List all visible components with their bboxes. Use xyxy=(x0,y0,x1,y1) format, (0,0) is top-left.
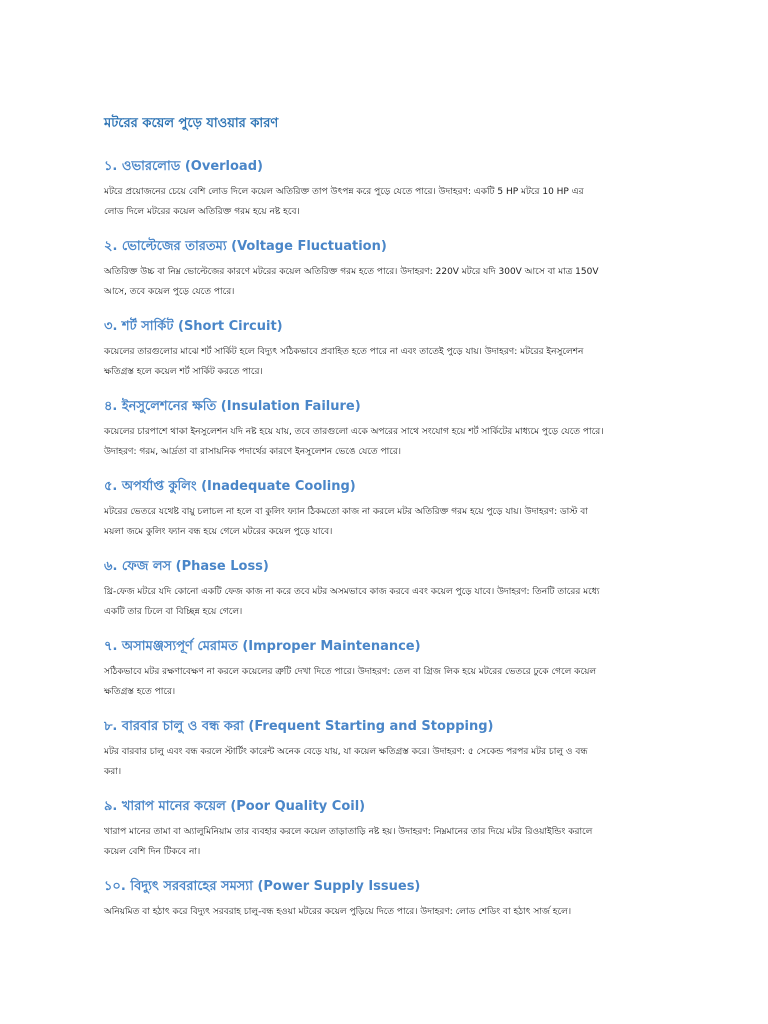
section-heading: ৪. ইনসুলেশনের ক্ষতি (Insulation Failure) xyxy=(104,399,361,414)
section-heading: ৬. ফেজ লস (Phase Loss) xyxy=(104,559,269,574)
section-heading: ৩. শর্ট সার্কিট (Short Circuit) xyxy=(104,319,283,334)
section-body: কয়েলের চারপাশে থাকা ইনসুলেশন যদি নষ্ট হয়ে যায়, তবে তারগুলো একে অপরের সাথে সংযোগ হয়ে শর্ট সার্কিটের মাধ্যমে পুড়ে যেতে পারে। উদাহরণ: গরম, আর্দ্রতা বা রাসায়নিক পদার্থের কারণে ইনসুলেশন ভেঙে যেতে পারে। xyxy=(104,427,604,457)
section-body: মটরে প্রয়োজনের চেয়ে বেশি লোড দিলে কয়েল অতিরিক্ত তাপ উৎপন্ন করে পুড়ে যেতে পারে। উদাহরণ: একটি 5 HP মটরে 10 HP এর লোড দিলে মটরের কয়েল অতিরিক্ত গরম হয়ে নষ্ট হবে। xyxy=(104,187,584,217)
section-short-circuit xyxy=(104,316,604,382)
section-inadequate-cooling xyxy=(104,476,604,542)
section-heading: ৯. খারাপ মানের কয়েল (Poor Quality Coil) xyxy=(104,799,366,814)
section-heading: ৫. অপর্যাপ্ত কুলিং (Inadequate Cooling) xyxy=(104,479,356,494)
section-body: মটর বারবার চালু এবং বন্ধ করলে স্টার্টিং কারেন্ট অনেক বেড়ে যায়, যা কয়েল ক্ষতিগ্রস্ত করে। উদাহরণ: ৫ সেকেন্ড পরপর মটর চালু ও বন্ধ করা। xyxy=(104,747,588,777)
section-body: অতিরিক্ত উচ্চ বা নিম্ন ভোল্টেজের কারণে মটরের কয়েল অতিরিক্ত গরম হতে পারে। উদাহরণ: 220V মটরে যদি 300V আসে বা মাত্র 150V আসে, তবে কয়েল পুড়ে যেতে পারে। xyxy=(104,267,599,297)
section-phase-loss xyxy=(104,556,604,622)
section-overload xyxy=(104,156,604,222)
section-heading: ৮. বারবার চালু ও বন্ধ করা (Frequent Starting and Stopping) xyxy=(104,719,494,734)
section-heading: ১. ওভারলোড (Overload) xyxy=(104,159,263,174)
document-page xyxy=(104,112,604,936)
section-body: অনিয়মিত বা হঠাৎ করে বিদ্যুৎ সরবরাহ চালু-বন্ধ হওয়া মটরের কয়েল পুড়িয়ে দিতে পারে। উদাহরণ: লোড শেডিং বা হঠাৎ সার্জ হলে। xyxy=(104,907,572,917)
section-heading: ৭. অসামঞ্জস্যপূর্ণ মেরামত (Improper Maintenance) xyxy=(104,639,421,654)
section-poor-quality-coil xyxy=(104,796,604,862)
section-frequent-starting xyxy=(104,716,604,782)
section-body: সঠিকভাবে মটর রক্ষণাবেক্ষণ না করলে কয়েলের ত্রুটি দেখা দিতে পারে। উদাহরণ: তেল বা গ্রিজ লিক হয়ে মটরের ভেতরে ঢুকে গেলে কয়েল ক্ষতিগ্রস্ত হতে পারে। xyxy=(104,667,597,697)
section-body: থ্রি-ফেজ মটরে যদি কোনো একটি ফেজ কাজ না করে তবে মটর অসমভাবে কাজ করবে এবং কয়েল পুড়ে যাবে। উদাহরণ: তিনটি তারের মধ্যে একটি তার ঢিলে বা বিচ্ছিন্ন হয়ে গেলে। xyxy=(104,587,600,617)
section-heading: ১০. বিদ্যুৎ সরবরাহের সমস্যা (Power Supply Issues) xyxy=(104,879,421,894)
section-improper-maintenance xyxy=(104,636,604,702)
section-body: কয়েলের তারগুলোর মাঝে শর্ট সার্কিট হলে বিদ্যুৎ সঠিকভাবে প্রবাহিত হতে পারে না এবং তাতেই পুড়ে যায়। উদাহরণ: মটরের ইনসুলেশন ক্ষতিগ্রস্ত হলে কয়েল শর্ট সার্কিট করতে পারে। xyxy=(104,347,584,377)
section-voltage-fluctuation xyxy=(104,236,604,302)
section-body: মটরের ভেতরে যথেষ্ট বায়ু চলাচল না হলে বা কুলিং ফ্যান ঠিকমতো কাজ না করলে মটর অতিরিক্ত গরম হয়ে পুড়ে যায়। উদাহরণ: ডাস্ট বা ময়লা জমে কুলিং ফ্যান বন্ধ হয়ে গেলে মটরের কয়েল পুড়ে যাবে। xyxy=(104,507,588,537)
section-body: খারাপ মানের তামা বা অ্যালুমিনিয়াম তার ব্যবহার করলে কয়েল তাড়াতাড়ি নষ্ট হয়। উদাহরণ: নিম্নমানের তার দিয়ে মটর রিওয়াইন্ডিং করালে কয়েল বেশি দিন টিকবে না। xyxy=(104,827,593,857)
section-power-supply-issues xyxy=(104,876,604,922)
section-heading: ২. ভোল্টেজের তারতম্য (Voltage Fluctuation) xyxy=(104,239,387,254)
section-insulation-failure xyxy=(104,396,604,462)
document-title: মটরের কয়েল পুড়ে যাওয়ার কারণ xyxy=(104,116,279,131)
